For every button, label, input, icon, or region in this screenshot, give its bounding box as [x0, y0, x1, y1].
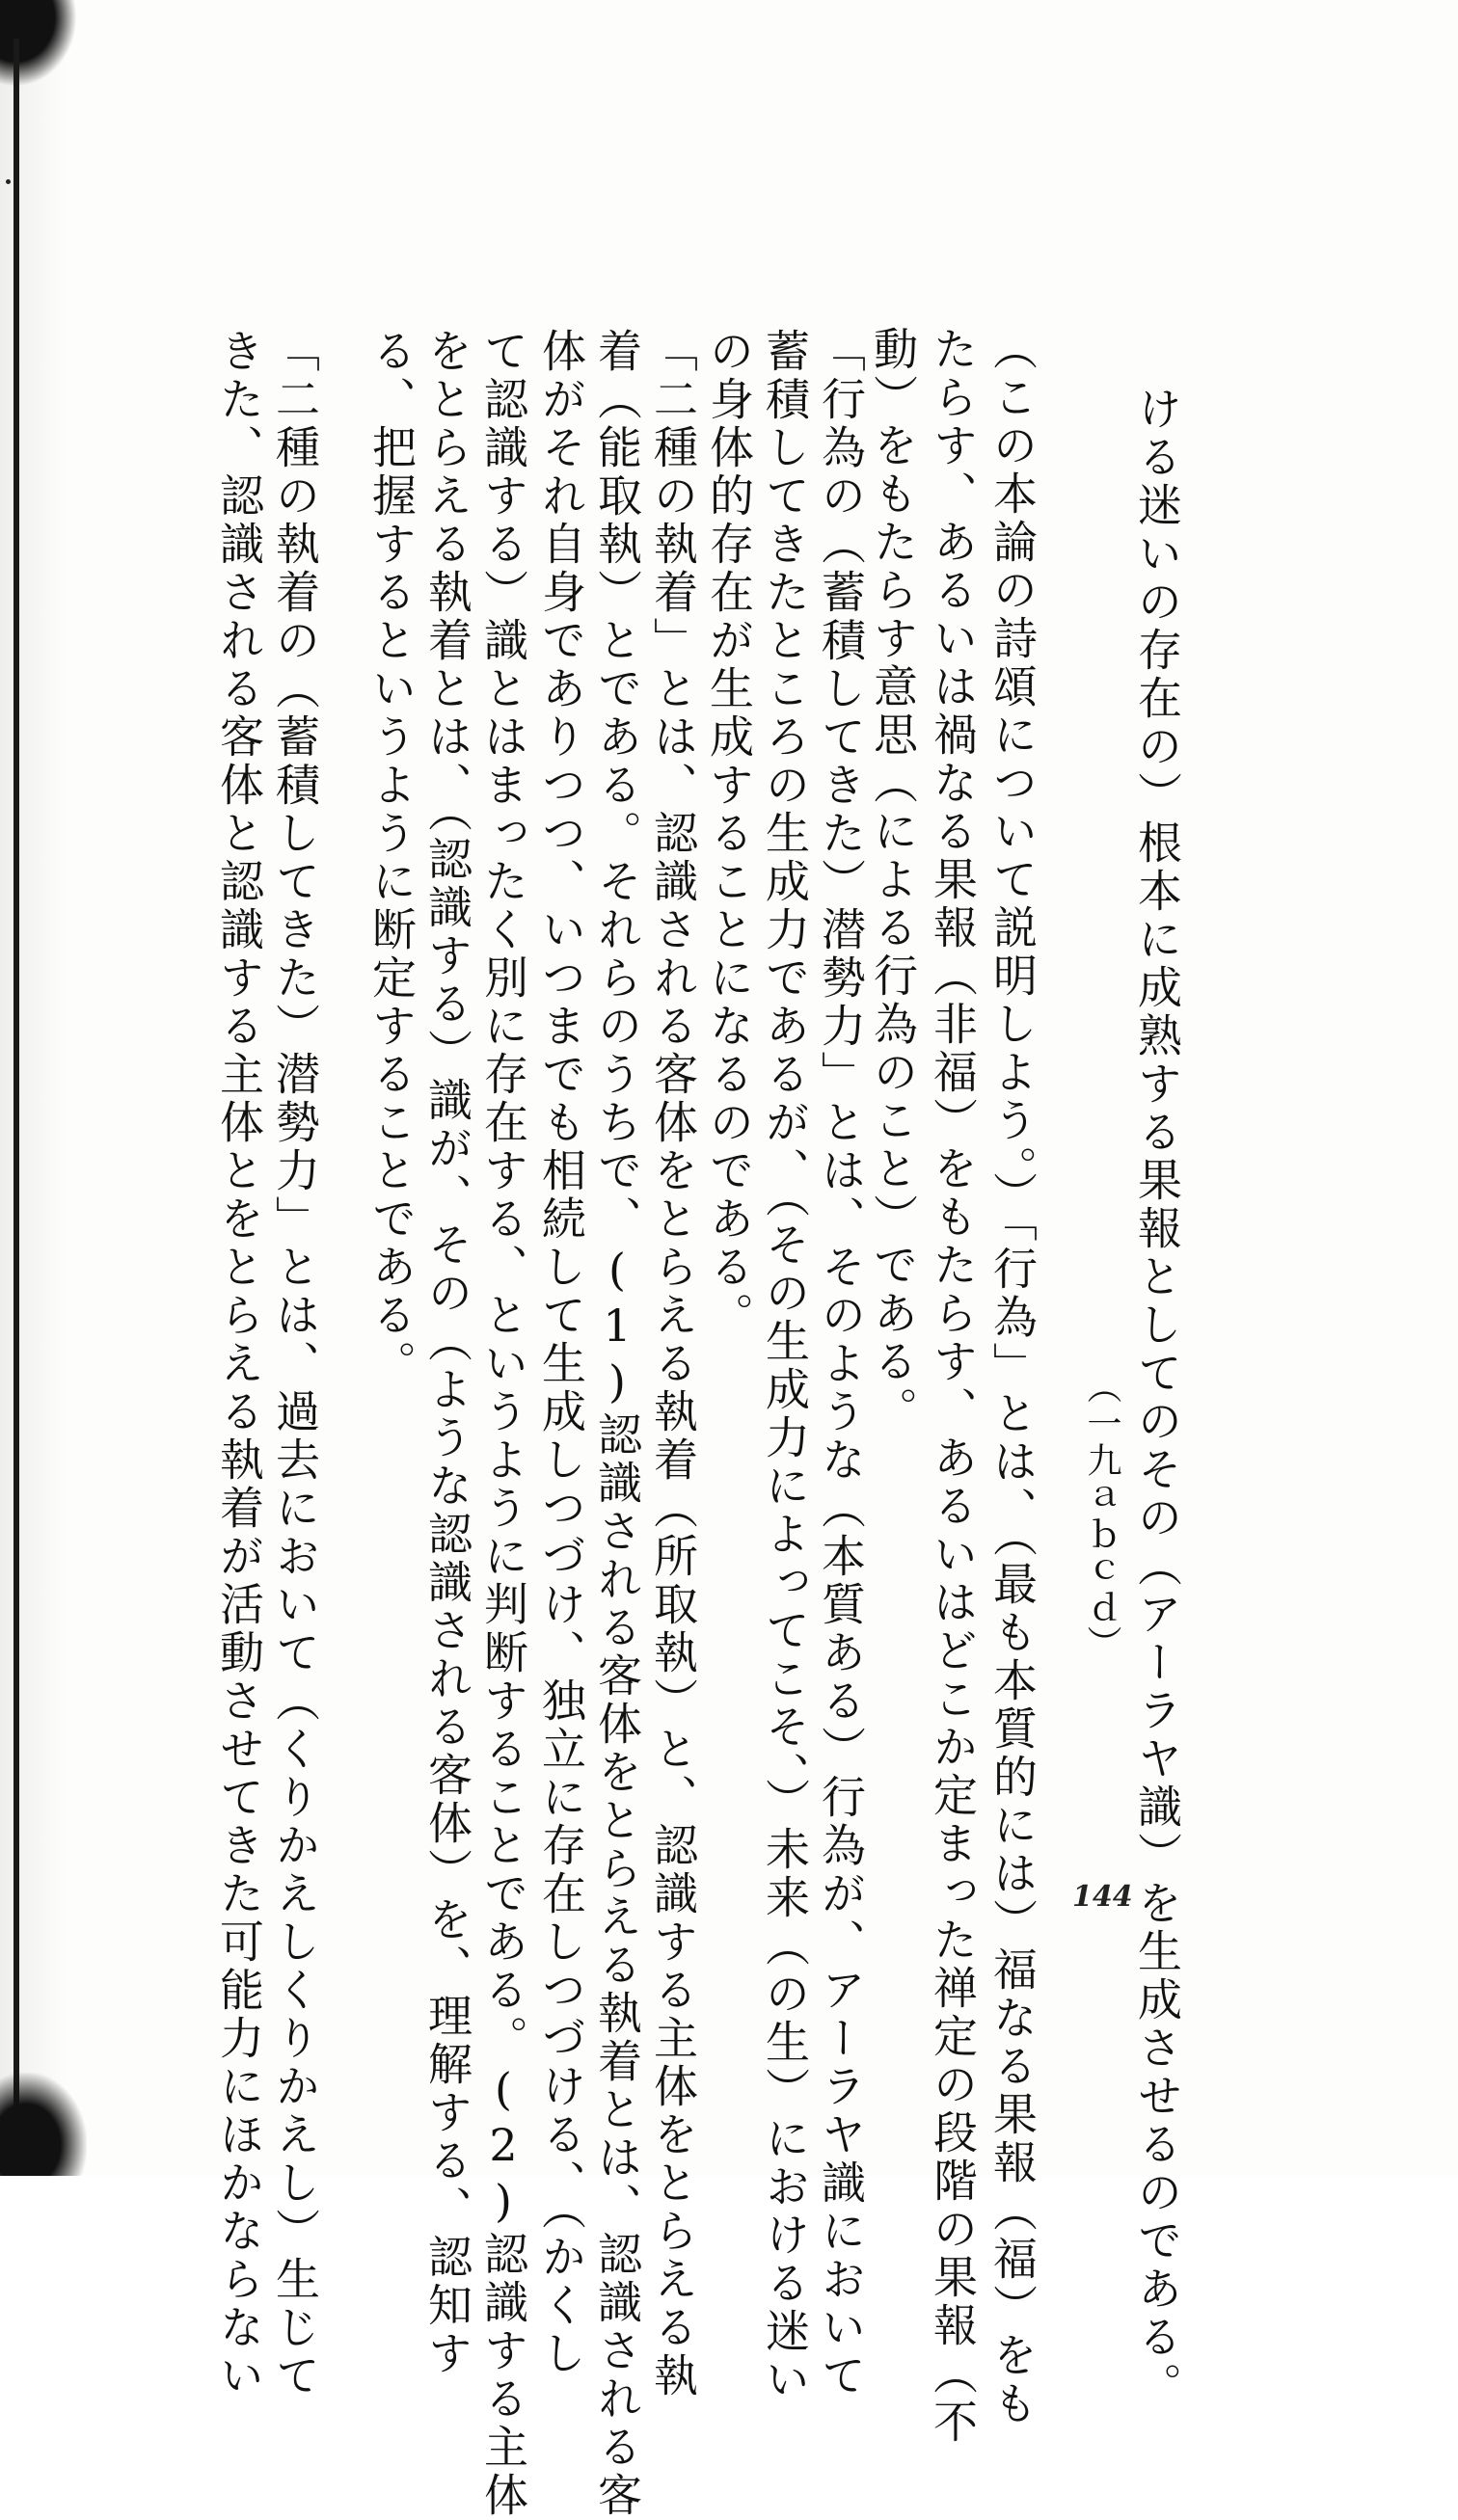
text-line: 蓄積してきたところの生成力であるが、（その生成力によってこそ、）未来（の生）における迷い [759, 328, 811, 2404]
text-line: 「行為の（蓄積してきた）潜勢力」とは、そのような（本質ある）行為が、アーラヤ識において [815, 328, 867, 2400]
text-line: 「二種の執着の（蓄積してきた）潜勢力」とは、過去において（くりかえしくりかえし）生じて [269, 328, 321, 2400]
text-line: （この本論の詩頌について説明しよう。）「行為」とは、（最も本質的には）福なる果報（福）をも [986, 326, 1039, 2428]
text-line: 「二種の執着」とは、認識される客体をとらえる執着（所取執）と、認識する主体をとらえる執 [647, 328, 699, 2400]
text-line: て認識する）識とはまったく別に存在する、というように判断することである。(2)認識する主体 [477, 328, 529, 2520]
binding-edge-line [14, 39, 19, 2121]
text-line: の身体的存在が生成することになるのである。 [703, 328, 755, 1340]
text-line: 動）をもたらす意思（による行為のこと）である。 [867, 326, 919, 1434]
text-line: をとらえる執着とは、（認識する）識が、その（ような認識される客体）を、理解する、認知す [421, 328, 473, 2378]
scan-artifact-bottom [0, 2073, 87, 2176]
text-line: 体がそれ自身でありつつ、いつまでも相続して生成しつづけ、独立に存在しつづける、（かくし [535, 328, 587, 2378]
text-line: る、把握するというように断定することである。 [365, 328, 418, 1388]
page-number: 144 [1072, 1880, 1133, 1914]
scan-speck [6, 179, 11, 184]
text-line: たらす、あるいは禍なる果報（非福）をもたらす、あるいはどこか定まった禅定の段階の果報（不 [927, 326, 979, 2447]
verse-reference: （一九ａｂｃｄ） [1082, 1369, 1121, 1662]
binding-shadow [0, 0, 68, 2176]
scan-artifact-top [0, 0, 77, 87]
text-line: 着（能取執）とである。それらのうちで、(1)認識される客体をとらえる執着とは、認識される客 [591, 328, 643, 2520]
text-line: ける迷いの存在の）根本に成熟する果報としてのその（アーラヤ識）を生成させるのである。 [1131, 386, 1183, 2410]
text-line: きた、認識される客体と認識する主体とをとらえる執着が活動させてきた可能力にほかならない [213, 328, 265, 2400]
